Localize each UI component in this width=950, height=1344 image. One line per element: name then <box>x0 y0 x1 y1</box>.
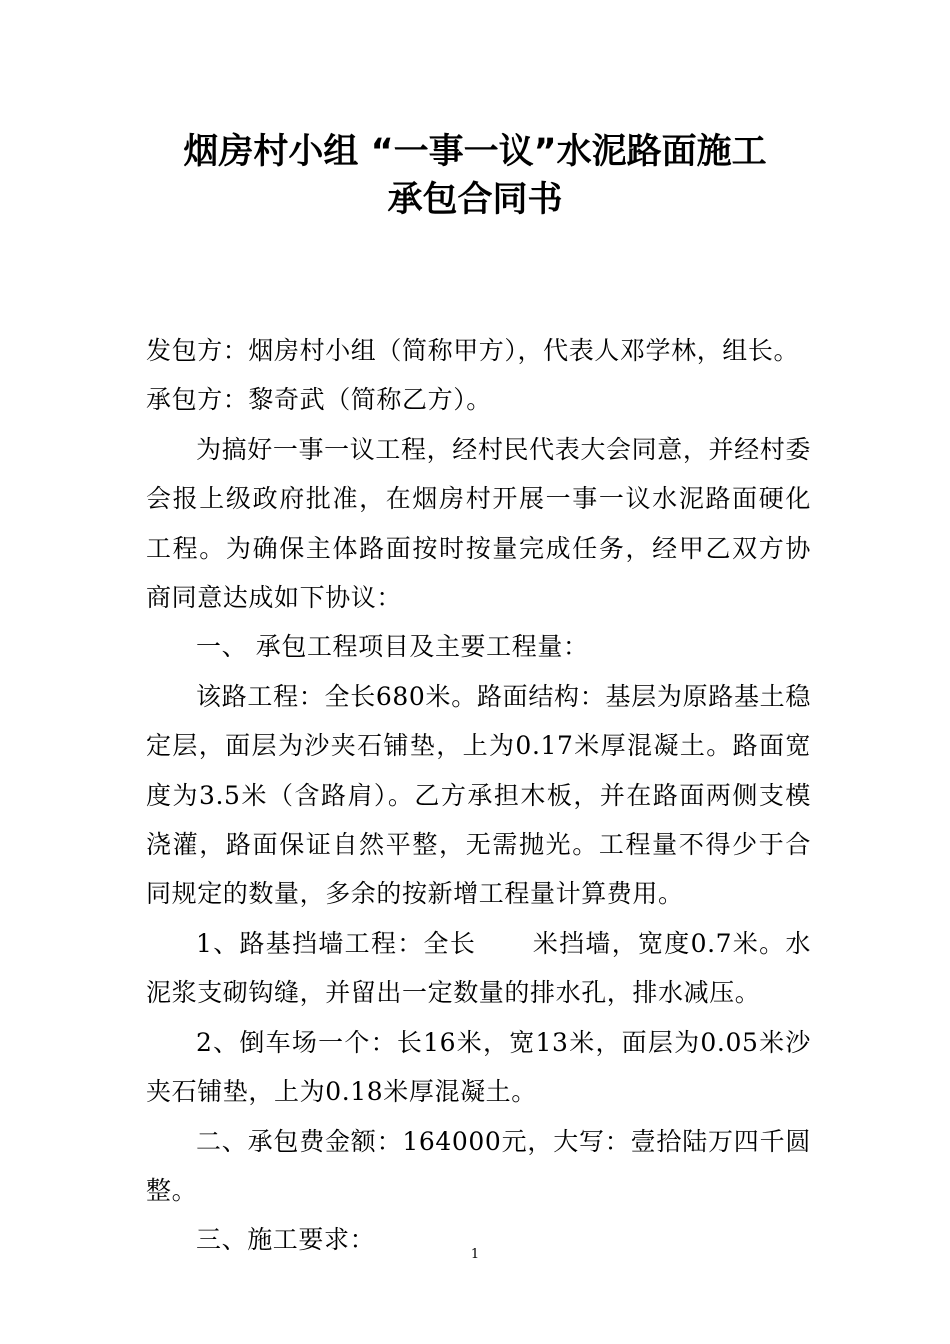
document-body <box>146 326 811 1265</box>
intro-paragraph: 为搞好一事一议工程，经村民代表大会同意，并经村委会报上级政府批准，在烟房村开展一事一议水泥路面硬化工程。为确保主体路面按时按量完成任务，经甲乙双方协商同意达成如下协议： <box>146 434 811 613</box>
wall-work-paragraph <box>146 919 811 1018</box>
page-number: 1 <box>470 1247 480 1262</box>
road-work-paragraph: 该路工程：全长680米。路面结构：基层为原路基土稳定层，面层为沙夹石铺垫，上为0.17米厚混凝土。路面宽度为3.5米（含路肩）。乙方承担木板，并在路面两侧支模浇灌，路面保证自然平整，无需抛光。工程量不得少于合同规定的数量，多余的按新增工程量计算费用。 <box>146 681 811 909</box>
document-title-line-1: 烟房村小组 “一事一议”水泥路面施工 <box>183 132 767 172</box>
section-2-contract-amount: 二、承包费金额：164000元，大写：壹拾陆万四千圆整。 <box>146 1126 811 1205</box>
wall-work-text-b: 米挡墙，宽度0.7米。水泥浆支砌钩缝，并留出一定数量的排水孔，排水减压。 <box>146 928 811 1008</box>
section-3-heading: 三、施工要求： <box>196 1225 376 1255</box>
document-title-line-2: 承包合同书 <box>387 180 563 220</box>
party-a-line: 发包方：烟房村小组（简称甲方），代表人邓学林，组长。 <box>146 336 800 365</box>
party-b-line: 承包方：黎奇武（简称乙方）。 <box>146 385 492 415</box>
section-1-heading: 一、 承包工程项目及主要工程量： <box>196 632 589 662</box>
turnaround-paragraph: 2、倒车场一个：长16米，宽13米，面层为0.05米沙夹石铺垫，上为0.18米厚混凝土。 <box>146 1027 811 1107</box>
wall-work-text-a: 1、路基挡墙工程：全长 <box>196 928 477 958</box>
